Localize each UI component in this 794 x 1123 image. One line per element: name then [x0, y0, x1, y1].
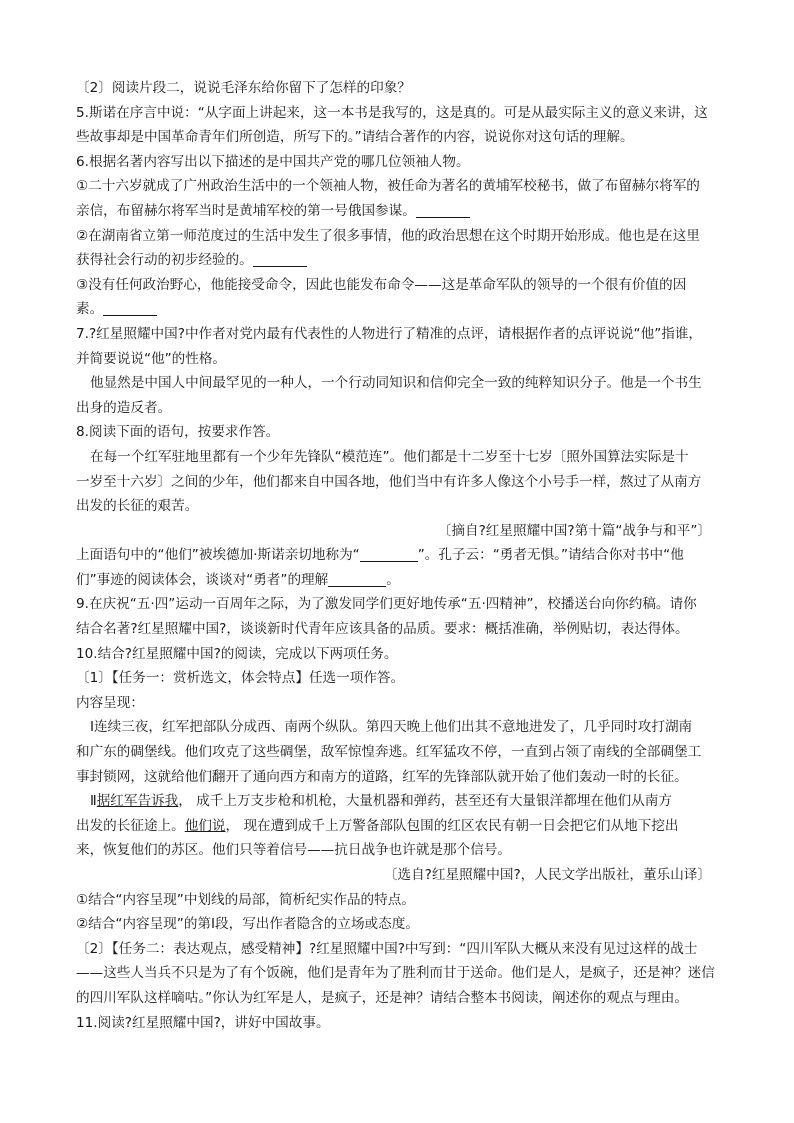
q6-item1-line-2: [76, 199, 721, 224]
q6-item3-text: 素。: [76, 301, 104, 318]
q8-task-line-1: [76, 543, 721, 568]
q10-task1-title: 〔1〕【任务一：赏析选文，体会特点】任选一项作答。: [76, 670, 405, 687]
q5-line-1: 5.斯诺在序言中说：“从字面上讲起来，这一本书是我写的，这是真的。可是从最实际主义的意义来讲，这: [76, 104, 708, 121]
underlined-phrase-2: 他们说: [184, 817, 226, 834]
q10-para2-text-2a: 出发的长征途上。: [76, 817, 185, 834]
q7-line-2: 并简要说说“他”的性格。: [76, 350, 227, 367]
q6-item2-line-2: [76, 248, 721, 273]
q8-task-line-2: [76, 568, 721, 593]
q10-para1-line-2: 和广东的碉堡线。他们攻克了这些碉堡，敌军惊惶奔逃。红军猛攻不停，一直到占领了南线的全部碉堡工: [76, 744, 702, 761]
q6-item3-line-2: [76, 297, 721, 322]
q10-para2-text-2b: ， 现在遭到成千上万警备部队包围的红区农民有朝一日会把它们从地下挖出: [225, 817, 679, 834]
document-page: [76, 76, 721, 1035]
q8-task-text-2a: 们”事迹的阅读体会，谈谈对“勇者”的理解: [76, 571, 329, 588]
q8-line-1: 8.阅读下面的语句，按要求作答。: [76, 424, 280, 441]
q4-sub2-line: 〔2〕阅读片段二，说说毛泽东给你留下了怎样的印象？: [76, 80, 411, 96]
q8-source: 〔摘自?红星照耀中国?第十篇“战争与和平”〕: [437, 522, 711, 539]
q10-task1-item1: ①结合“内容呈现”中划线的局部，简析纪实作品的特点。: [76, 891, 415, 908]
q10-para2-line-3: 来，恢复他们的苏区。他们只等着信号——抗日战争也许就是那个信号。: [76, 842, 511, 859]
q6-item3-line-1: ③没有任何政治野心，他能接受命令，因此也能发布命令——这是革命军队的领导的一个很有价值的因: [76, 276, 687, 293]
q6-item2-text: 获得社会行动的初步经验的。: [76, 252, 253, 269]
underlined-phrase-1: 据红军告诉我: [96, 793, 179, 810]
q7-line-1: 7.?红星照耀中国?中作者对党内最有代表性的人物进行了精准的点评，请根据作者的点评说说“他”指谁，: [76, 325, 703, 342]
q6-item1-line-1: ①二十六岁就成了广州政治生活中的一个领袖人物，被任命为著名的黄埔军校秘书，做了布留赫尔将军的: [76, 178, 700, 195]
q6-line-1: 6.根据名著内容写出以下描述的是中国共产党的哪几位领袖人物。: [76, 153, 470, 170]
q9-line-1: 9.在庆祝“五·四”运动一百周年之际，为了激发同学们更好地传承“五·四精神”，校播送台向你约稿。请你: [76, 596, 697, 613]
answer-blank-3[interactable]: [103, 299, 157, 316]
answer-blank-5[interactable]: [328, 570, 386, 587]
q10-para2-line-1: [76, 789, 721, 814]
q7-quote-line-1: 他显然是中国人中间最罕见的一种人，一个行动同知识和信仰完全一致的纯粹知识分子。他是一个书生: [90, 375, 702, 392]
q11-line-1: 11.阅读?红星照耀中国?，讲好中国故事。: [76, 1014, 330, 1031]
q8-quote-line-1: 在每一个红军驻地里都有一个少年先锋队“模范连”。他们都是十二岁至十七岁〔照外国算法实际是十: [90, 448, 689, 465]
q10-line-1: 10.结合?红星照耀中国?的阅读，完成以下两项任务。: [76, 645, 398, 662]
answer-blank-1[interactable]: [416, 201, 470, 218]
q7-quote-line-2: 出身的造反者。: [76, 399, 172, 416]
q10-source: 〔选自?红星照耀中国?，人民文学出版社，董乐山译〕: [383, 867, 711, 883]
answer-blank-2[interactable]: [253, 250, 307, 267]
q10-task2-line-1: 〔2〕【任务二：表达观点，感受精神】?红星照耀中国?中写到：“四川军队大概从来没有见过这样的战士: [76, 940, 698, 957]
q9-line-2: 结合名著?红星照耀中国?，谈谈新时代青年应该具备的品质。要求：概括准确，举例贴切，表达得体。: [76, 621, 689, 638]
q6-item1-text: 亲信，布留赫尔将军当时是黄埔军校的第一号俄国参谋。: [76, 202, 416, 219]
q8-quote-line-2: 一岁至十六岁〕之间的少年，他们都来自中国各地，他们当中有许多人像这个小号手一样，熬过了从南方: [76, 473, 702, 490]
q10-para2-line-2: [76, 814, 721, 839]
q8-task-text-2b: 。: [386, 571, 400, 588]
q10-task2-line-2: ——这些人当兵不只是为了有个饭碗，他们是青年为了胜利而甘于送命。他们是人，是疯子，还是神？迷信: [76, 965, 715, 982]
q6-item2-line-1: ②在湖南省立第一师范度过的生活中发生了很多事情，他的政治思想在这个时期开始形成。他也是在这里: [76, 227, 700, 244]
q10-para1-line-3: 事封锁网，这就给他们翻开了通向西方和南方的道路，红军的先锋部队就开始了他们轰动一时的长征。: [76, 768, 688, 785]
q8-quote-line-3: 出发的长征的艰苦。: [76, 498, 199, 515]
q10-task2-line-3: 的四川军队这样嘀咕。”你认为红军是人，是疯子，还是神？请结合整本书阅读，阐述你的观点与理由。: [76, 989, 688, 1006]
q8-task-text-1a: 上面语句中的“他们”被埃德加·斯诺亲切地称为“: [76, 547, 360, 564]
q10-para2-marker: Ⅱ: [90, 793, 97, 810]
q5-line-2: 些故事却是中国革命青年们所创造，所写下的。”请结合著作的内容，说说你对这句话的理解。: [76, 129, 634, 146]
q8-task-text-1b: ”。孔子云：“勇者无惧。”请结合你对书中“他: [417, 547, 684, 564]
q10-task1-item2: ②结合“内容呈现”的第Ⅰ段，写出作者隐含的立场或态度。: [76, 916, 419, 933]
q10-para1-line-1: Ⅰ连续三夜，红军把部队分成西、南两个纵队。第四天晚上他们出其不意地进发了，几乎同时攻打湖南: [90, 719, 693, 736]
q10-para2-text-1: ， 成千上万支步枪和机枪，大量机器和弹药，甚至还有大量银洋都埋在他们从南方: [178, 793, 672, 810]
q10-content-label: 内容呈现：: [76, 694, 144, 711]
answer-blank-4[interactable]: [360, 545, 418, 562]
